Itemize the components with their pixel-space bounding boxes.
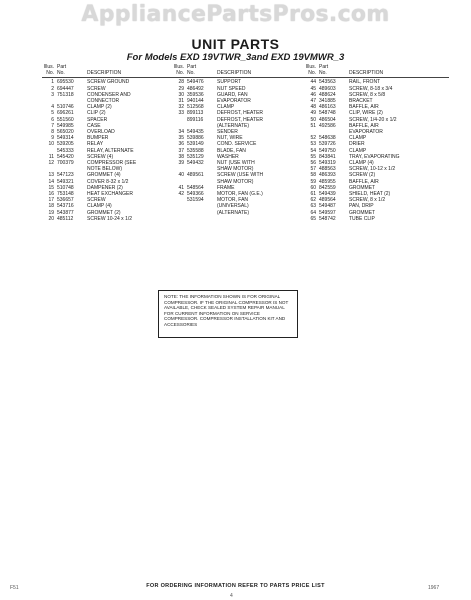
illus-number: 35 <box>178 135 184 142</box>
header-description: DESCRIPTION <box>87 70 122 77</box>
illus-number: 12 <box>48 160 54 167</box>
part-description: HEAT EXCHANGER <box>87 191 133 198</box>
illus-number: 58 <box>310 172 316 179</box>
part-description: NUT, WIRE <box>217 135 243 142</box>
part-number: 488563 <box>319 166 336 173</box>
part-number: 549985 <box>57 122 74 129</box>
part-number: 549750 <box>319 147 336 154</box>
illus-number: 13 <box>48 172 54 179</box>
header-part: Part <box>57 64 67 70</box>
page-title: UNIT PARTS <box>191 36 280 52</box>
part-number: 539205 <box>57 141 74 148</box>
part-number: 548748 <box>319 110 336 117</box>
part-description: BRACKET <box>349 98 373 105</box>
illus-number: 59 <box>310 178 316 185</box>
part-number: 545333 <box>57 147 74 154</box>
part-description: BAFFLE, AIR <box>349 122 379 129</box>
illus-number: 41 <box>178 184 184 191</box>
part-number: 694447 <box>57 85 74 92</box>
part-description: CONNECTOR <box>87 98 120 105</box>
illus-number: 1 <box>51 79 54 86</box>
illus-number: 29 <box>178 85 184 92</box>
illus-number: 62 <box>310 197 316 204</box>
part-description: NUT (USE WITH <box>217 160 255 167</box>
illus-number: 6 <box>51 116 54 123</box>
part-description: GROMMET (4) <box>87 172 121 179</box>
illus-number: 49 <box>310 110 316 117</box>
parts-row <box>304 216 449 222</box>
part-number: 549435 <box>187 129 204 136</box>
header-part: Part <box>319 64 329 70</box>
illus-number: 2 <box>51 85 54 92</box>
header-illus: Illus. <box>173 64 184 70</box>
illus-number: 55 <box>310 153 316 160</box>
part-description: CASE <box>87 122 101 129</box>
part-description: MOTOR, FAN (G.E.) <box>217 191 263 198</box>
part-number: 535129 <box>187 153 204 160</box>
part-description: PAN, DRIP <box>349 203 374 210</box>
page-code-right: 1967 <box>428 585 440 591</box>
part-description: TRAY, EVAPORATING <box>349 153 400 160</box>
part-number: 549487 <box>319 203 336 210</box>
part-number: 551560 <box>57 116 74 123</box>
illus-number: 63 <box>310 203 316 210</box>
watermark: AppliancePartsPros.com <box>81 2 390 27</box>
part-number: 549321 <box>57 178 74 185</box>
part-description: SCREW, 8-18 x 3/4 <box>349 85 393 92</box>
illus-number: 48 <box>310 104 316 111</box>
part-number: 753148 <box>57 191 74 198</box>
illus-number: 4 <box>51 104 54 111</box>
part-description: SCREW, 1/4-20 x 1/2 <box>349 116 397 123</box>
part-number: 341885 <box>319 98 336 105</box>
illus-number: 31 <box>178 98 184 105</box>
part-number: 548564 <box>187 184 204 191</box>
part-description: CLAMP <box>349 135 367 142</box>
illus-number <box>172 210 187 216</box>
part-number: 543716 <box>57 203 74 210</box>
illus-number: 52 <box>310 135 316 142</box>
illus-number: 56 <box>310 160 316 167</box>
illus-number: 47 <box>310 98 316 105</box>
part-description: SHAW MOTOR) <box>217 166 254 173</box>
part-number: 510748 <box>57 184 74 191</box>
parts-column-1 <box>42 64 187 222</box>
header-no: No. <box>46 70 54 77</box>
part-number: 549476 <box>187 79 204 86</box>
part-number: 486163 <box>319 104 336 111</box>
part-number: 492586 <box>319 122 336 129</box>
part-description: (ALTERNATE) <box>217 122 250 129</box>
part-number: 485955 <box>319 178 336 185</box>
part-description: DRIER <box>349 141 365 148</box>
part-description: (ALTERNATE) <box>217 209 250 216</box>
part-number: 489603 <box>319 85 336 92</box>
part-number: 549366 <box>187 191 204 198</box>
part-number: 548742 <box>319 215 336 222</box>
illus-number: 8 <box>51 129 54 136</box>
part-description: CLAMP (4) <box>349 160 374 167</box>
illus-number: 10 <box>48 141 54 148</box>
part-number: 543563 <box>319 79 336 86</box>
compressor-notice <box>158 290 298 338</box>
part-number: 512568 <box>187 104 204 111</box>
illus-number: 36 <box>178 141 184 148</box>
part-number: 359536 <box>187 91 204 98</box>
part-number: 548638 <box>319 135 336 142</box>
illus-number: 7 <box>51 122 54 129</box>
part-description: (UNIVERSAL) <box>217 203 249 210</box>
illus-number: 11 <box>48 153 54 160</box>
header-part-no: No. <box>319 70 327 77</box>
page-subtitle: For Models EXD 19VTWR_3and EXD 19VMWR_3 <box>126 52 345 63</box>
part-number: 489561 <box>187 172 204 179</box>
illus-number: 42 <box>178 191 184 198</box>
part-number: 549432 <box>187 160 204 167</box>
illus-number: 51 <box>310 122 316 129</box>
part-number <box>187 210 217 216</box>
column-header <box>172 64 317 78</box>
part-description: COVER 8-32 x 1/2 <box>87 178 129 185</box>
ordering-footer: FOR ORDERING INFORMATION REFER TO PARTS PRICE LIST <box>146 583 325 589</box>
part-number: 696261 <box>57 110 74 117</box>
part-number: 549439 <box>319 191 336 198</box>
illus-number: 16 <box>48 191 54 198</box>
part-number: 549597 <box>319 209 336 216</box>
illus-number: 33 <box>178 110 184 117</box>
part-number: 531594 <box>187 197 204 204</box>
part-description: CONDENSER AND <box>87 91 131 98</box>
part-description: CLAMP (4) <box>87 203 112 210</box>
illus-number: 34 <box>178 129 184 136</box>
header-no: No. <box>308 70 316 77</box>
part-description: SCREW, 8 x 5/8 <box>349 91 386 98</box>
part-description: SCREW (USE WITH <box>217 172 264 179</box>
illus-number: 39 <box>178 160 184 167</box>
illus-number: 28 <box>178 79 184 86</box>
part-description: BUMPER <box>87 135 109 142</box>
notice-text: NOTE: THE INFORMATION SHOWN IS FOR ORIGINAL COMPRESSOR. IF THE ORIGINAL COMPRESSOR IS NOT AVAILABLE, CHECK SEALED SYSTEM REPAIR MANUAL FOR CURRENT INFORMATION ON SERVICE COMPRESSOR. COMPRESSOR INSTALLATION KIT AND ACCESSORIES <box>164 294 289 327</box>
part-description: RELAY <box>87 141 104 148</box>
part-description: SUPPORT <box>217 79 242 86</box>
part-description: SCREW 10-24 x 1/2 <box>87 215 133 222</box>
illus-number: 57 <box>310 166 316 173</box>
part-description: CLIP, WIRE (2) <box>349 110 383 117</box>
part-description: CLIP (2) <box>87 110 106 117</box>
part-number: 695530 <box>57 79 74 86</box>
part-number: 510746 <box>57 104 74 111</box>
part-description: EVAPORATOR <box>349 129 383 136</box>
parts-column-2 <box>172 64 317 216</box>
part-number: 549319 <box>319 160 336 167</box>
part-description: GROMMET <box>349 184 376 191</box>
illus-number: 46 <box>310 91 316 98</box>
part-description: SENDER <box>217 129 238 136</box>
illus-number: 15 <box>48 184 54 191</box>
part-number: 486504 <box>319 116 336 123</box>
page-number: 4 <box>230 593 233 599</box>
illus-number: 64 <box>310 209 316 216</box>
part-description: NOTE BELOW) <box>87 166 123 173</box>
part-description: COND. SERVICE <box>217 141 257 148</box>
header-description: DESCRIPTION <box>217 70 252 77</box>
header-part: Part <box>187 64 197 70</box>
part-description: SCREW <box>87 85 106 92</box>
part-number: 539726 <box>319 141 336 148</box>
part-number: 485112 <box>57 215 74 222</box>
part-number: 843841 <box>319 153 336 160</box>
part-number: 565020 <box>57 129 74 136</box>
part-description: SCREW, 10-12 x 1/2 <box>349 166 396 173</box>
illus-number: 17 <box>48 197 54 204</box>
parts-row <box>42 216 187 222</box>
header-no: No. <box>176 70 184 77</box>
illus-number: 40 <box>178 172 184 179</box>
part-description: DAMPENER (2) <box>87 184 123 191</box>
part-description: EVAPORATOR <box>217 98 251 105</box>
part-number: 899116 <box>187 116 204 123</box>
part-number: 899113 <box>187 110 204 117</box>
part-description: SCREW GROUND <box>87 79 130 86</box>
illus-number: 53 <box>310 141 316 148</box>
header-description: DESCRIPTION <box>349 70 384 77</box>
part-description: CLAMP <box>349 147 367 154</box>
part-number: 940144 <box>187 98 204 105</box>
part-description: COMPRESSOR (SEE <box>87 160 137 167</box>
part-description: SHAW MOTOR) <box>217 178 254 185</box>
illus-number: 3 <box>51 91 54 98</box>
column-header <box>42 64 187 78</box>
part-number: 489564 <box>319 197 336 204</box>
illus-number: 45 <box>310 85 316 92</box>
part-description: NUT SPEED <box>217 85 246 92</box>
part-number: 539886 <box>187 135 204 142</box>
part-description: GUARD, FAN <box>217 91 248 98</box>
part-number: 543877 <box>57 209 74 216</box>
header-illus: Illus. <box>43 64 54 70</box>
part-number: 535588 <box>187 147 204 154</box>
part-description: DEFROST, HEATER <box>217 110 264 117</box>
illus-number: 60 <box>310 184 316 191</box>
part-description: BAFFLE, AIR <box>349 178 379 185</box>
part-number: 545420 <box>57 153 74 160</box>
illus-number: 18 <box>48 203 54 210</box>
part-number: 842559 <box>319 184 336 191</box>
part-description: BLADE, FAN <box>217 147 246 154</box>
part-description: FRAME <box>217 184 235 191</box>
parts-column-3 <box>304 64 449 222</box>
part-description: SCREW (4) <box>87 153 114 160</box>
part-number: 547123 <box>57 172 74 179</box>
part-description: BAFFLE, AIR <box>349 104 379 111</box>
illus-number: 32 <box>178 104 184 111</box>
part-description: OVERLOAD <box>87 129 115 136</box>
part-description: SCREW, 8 x 1/2 <box>349 197 386 204</box>
illus-number: 54 <box>310 147 316 154</box>
header-illus: Illus. <box>305 64 316 70</box>
part-number: 488624 <box>319 91 336 98</box>
header-part-no: No. <box>57 70 65 77</box>
part-number: 700379 <box>57 160 74 167</box>
page-code-left: F51 <box>10 585 19 591</box>
header-part-no: No. <box>187 70 195 77</box>
illus-number: 50 <box>310 116 316 123</box>
illus-number: 44 <box>310 79 316 86</box>
part-description: CLAMP <box>217 104 235 111</box>
part-number: 486393 <box>319 172 336 179</box>
illus-number: 9 <box>51 135 54 142</box>
illus-number: 19 <box>48 209 54 216</box>
illus-number: 5 <box>51 110 54 117</box>
part-description: TUBE CLIP <box>349 215 375 222</box>
illus-number: 65 <box>310 215 316 222</box>
part-description: SHIELD, HEAT (2) <box>349 191 391 198</box>
illus-number: 38 <box>178 153 184 160</box>
part-description: MOTOR, FAN <box>217 197 249 204</box>
illus-number: 20 <box>48 215 54 222</box>
part-description: RELAY, ALTERNATE <box>87 147 134 154</box>
part-description: SPACER <box>87 116 108 123</box>
parts-row <box>172 210 317 216</box>
part-description: WASHER <box>217 153 239 160</box>
illus-number: 37 <box>178 147 184 154</box>
part-number: 539149 <box>187 141 204 148</box>
part-description: GROMMET (2) <box>87 209 121 216</box>
part-number: 751318 <box>57 91 74 98</box>
part-description: DEFROST, HEATER <box>217 116 264 123</box>
part-description: SCREW <box>87 197 106 204</box>
part-description: GROMMET <box>349 209 376 216</box>
illus-number: 61 <box>310 191 316 198</box>
part-description: RAIL, FRONT <box>349 79 381 86</box>
part-description: CLAMP (2) <box>87 104 112 111</box>
part-number: 536657 <box>57 197 74 204</box>
illus-number: 14 <box>48 178 54 185</box>
part-number: 549314 <box>57 135 74 142</box>
part-number: 486492 <box>187 85 204 92</box>
illus-number: 30 <box>178 91 184 98</box>
column-header <box>304 64 449 78</box>
part-description: SCREW (2) <box>349 172 376 179</box>
